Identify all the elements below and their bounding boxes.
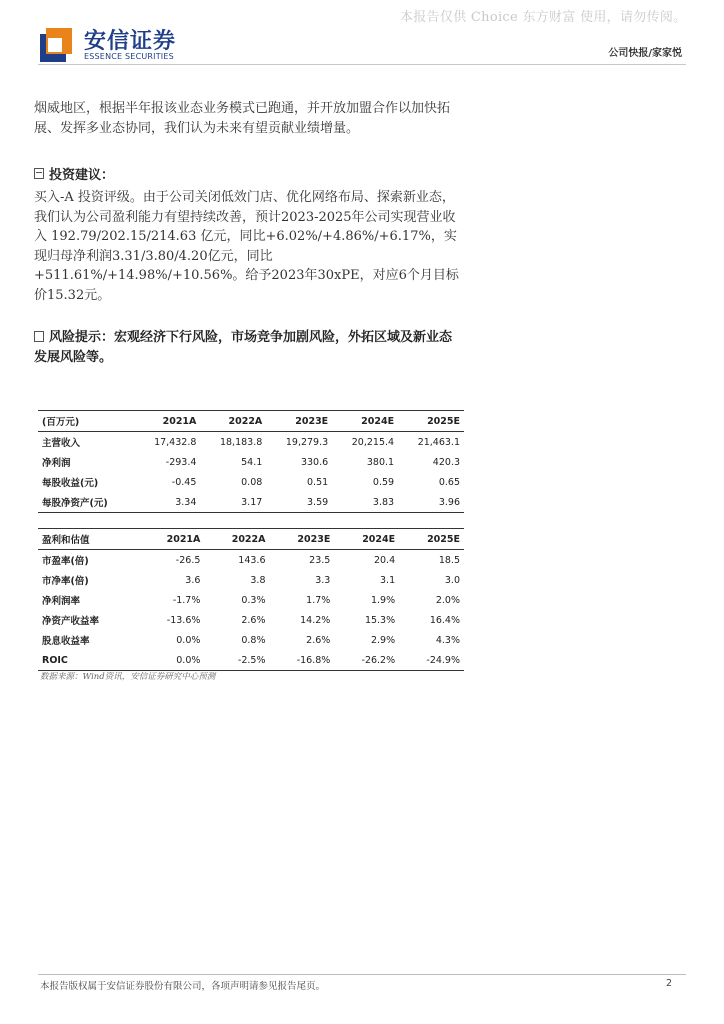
footer-divider <box>38 974 686 975</box>
table-cell: 54.1 <box>241 456 263 468</box>
table-cell: 20,215.4 <box>351 436 395 448</box>
table-cell: 3.59 <box>307 496 329 508</box>
logo-subtitle: ESSENCE SECURITIES <box>84 52 174 61</box>
page-number: 2 <box>665 978 672 989</box>
table-cell: 16.4% <box>429 614 460 626</box>
table-cell: -26.5 <box>175 554 201 566</box>
row-label: 每股收益(元) <box>42 478 99 489</box>
table-cell: -1.7% <box>172 594 201 606</box>
table-cell: 0.0% <box>176 654 201 666</box>
table-cell: 3.3 <box>315 574 331 586</box>
logo-name: 安信证券 <box>84 29 177 54</box>
table-cell: 3.17 <box>241 496 263 508</box>
column-header: 2024E <box>361 415 395 427</box>
section-box-icon <box>34 168 44 179</box>
table-cell: 20.4 <box>373 554 396 566</box>
table-cell: 0.0% <box>176 634 201 646</box>
column-header: 2022A <box>231 533 266 545</box>
source-note: 数据来源：Wind资讯，安信证券研究中心预测 <box>40 672 216 682</box>
table-cell: 380.1 <box>366 456 395 468</box>
investment-paragraph: 买入-A 投资评级。由于公司关闭低效门店、优化网络布局、探索新业态，我们认为公司盈利能力有望持续改善，预计2023-2025年公司实现营业收入 192.79/202.15/214.63 亿元，同比+6.02%/+4.86%/+6.17%，实现归母净利润3.31/3.80/4.20亿元，同比+511.61%/+14.98%/+10.56%。给予2023年30xPE，对应6个月目标价15.32元。 <box>34 190 459 303</box>
table-cell: 2.0% <box>435 594 460 606</box>
column-header: 2025E <box>427 415 460 427</box>
table-cell: 4.3% <box>435 634 460 646</box>
table-header-row <box>38 411 464 432</box>
table-cell: 2.6% <box>306 634 331 646</box>
table-row <box>38 432 464 453</box>
table-cell: 1.7% <box>306 594 331 606</box>
risk-text: 风险提示：宏观经济下行风险，市场竞争加剧风险，外拓区域及新业态发展风险等。 <box>34 330 453 365</box>
table-row <box>38 590 464 610</box>
table-cell: 0.51 <box>307 476 329 488</box>
header-divider <box>38 64 686 65</box>
table-cell: 23.5 <box>309 554 331 566</box>
section-box-icon <box>34 331 44 342</box>
table-cell: 2.6% <box>241 614 266 626</box>
table-cell: 1.9% <box>370 594 396 606</box>
row-label: 每股净资产(元) <box>42 498 108 509</box>
row-label: 净利润 <box>42 458 71 469</box>
table-cell: 21,463.1 <box>417 436 460 448</box>
column-header: 2023E <box>297 533 331 545</box>
table-cell: 3.0 <box>444 574 460 586</box>
table-cell: 19,279.3 <box>285 436 329 448</box>
table-cell: 0.59 <box>372 476 395 488</box>
table-row <box>38 452 464 472</box>
table-cell: 3.96 <box>438 496 460 508</box>
table-cell: 330.6 <box>300 456 329 468</box>
row-label: 净利润率 <box>42 596 81 607</box>
risk-paragraph <box>34 328 454 368</box>
table-row <box>38 630 464 650</box>
table-cell: 143.6 <box>238 554 266 566</box>
column-header: 2022A <box>228 415 263 427</box>
table-cell: 3.83 <box>372 496 395 508</box>
investment-heading <box>34 164 114 183</box>
table-cell: 15.3% <box>364 614 396 626</box>
column-header: 盈利和估值 <box>42 535 90 546</box>
table-cell: 0.3% <box>241 594 266 606</box>
row-label: 股息收益率 <box>42 636 90 647</box>
table-row <box>38 472 464 492</box>
table-cell: 3.6 <box>185 574 201 586</box>
investment-title: 投资建议： <box>49 168 115 183</box>
table-cell: -16.8% <box>296 654 331 666</box>
table-cell: 18.5 <box>438 554 460 566</box>
table-cell: 3.8 <box>250 574 266 586</box>
table-row <box>38 492 464 513</box>
financials-table <box>38 410 464 513</box>
table-cell: 0.65 <box>438 476 460 488</box>
table-cell: 14.2% <box>300 614 331 626</box>
table-cell: 18,183.8 <box>219 436 263 448</box>
table-cell: 0.08 <box>241 476 263 488</box>
column-header: 2021A <box>166 533 201 545</box>
table-cell: -26.2% <box>361 654 396 666</box>
footer-disclaimer: 本报告版权属于安信证券股份有限公司，各项声明请参见报告尾页。 <box>40 981 326 992</box>
table-row <box>38 610 464 630</box>
table-cell: -24.9% <box>426 654 460 666</box>
column-header: 2025E <box>427 533 460 545</box>
intro-paragraph: 烟威地区，根据半年报该业态业务模式已跑通，并开放加盟合作以加快拓展、发挥多业态协同，我们认为未来有望贡献业绩增量。 <box>34 101 451 136</box>
table-cell: 3.1 <box>380 574 396 586</box>
watermark: 本报告仅供 Choice 东方财富 使用，请勿传阅。 <box>400 10 687 25</box>
table-header-row <box>38 529 464 550</box>
valuation-table <box>38 528 464 671</box>
table-cell: -0.45 <box>171 476 197 488</box>
table-row <box>38 550 464 571</box>
table-cell: 17,432.8 <box>154 436 197 448</box>
table-cell: -293.4 <box>165 456 197 468</box>
column-header: (百万元) <box>42 417 80 428</box>
table-cell: 3.34 <box>175 496 197 508</box>
row-label: ROIC <box>42 654 68 666</box>
row-label: 净资产收益率 <box>42 616 100 627</box>
column-header: 2023E <box>295 415 329 427</box>
table-row <box>38 570 464 590</box>
table-cell: -13.6% <box>166 614 201 626</box>
table-row <box>38 650 464 671</box>
table-cell: 420.3 <box>432 456 460 468</box>
table-cell: -2.5% <box>237 654 266 666</box>
company-logo <box>38 24 218 66</box>
row-label: 市盈率(倍) <box>42 556 89 567</box>
report-type: 公司快报/家家悦 <box>608 48 682 59</box>
table-cell: 0.8% <box>241 634 266 646</box>
column-header: 2024E <box>362 533 396 545</box>
logo-mark-icon <box>38 26 74 64</box>
column-header: 2021A <box>162 415 197 427</box>
table-cell: 2.9% <box>370 634 396 646</box>
row-label: 市净率(倍) <box>42 576 89 587</box>
row-label: 主营收入 <box>42 438 81 449</box>
